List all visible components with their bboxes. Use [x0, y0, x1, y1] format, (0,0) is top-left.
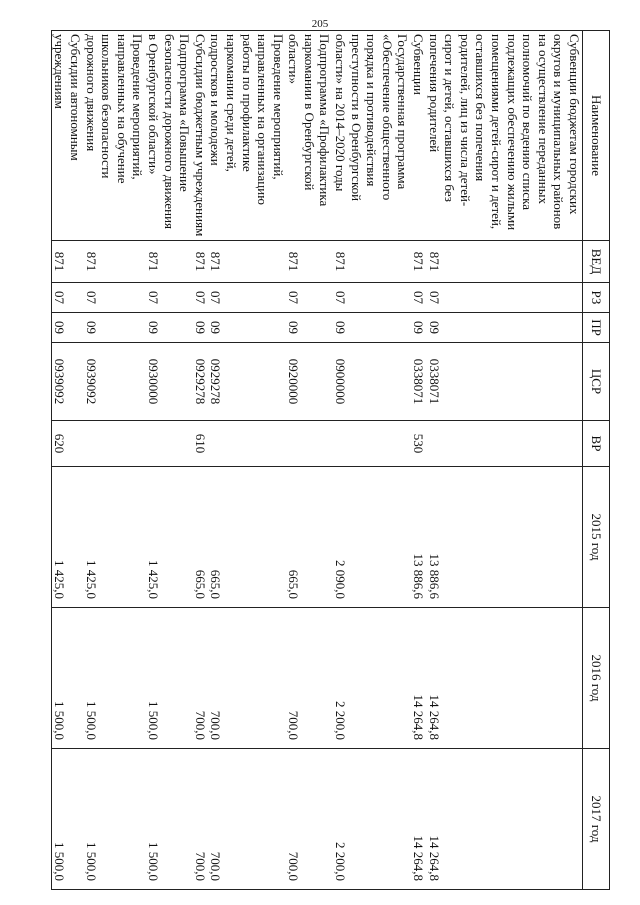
- cell-vr: 610: [192, 421, 208, 467]
- cell-pr: 09: [83, 313, 145, 343]
- cell-2016: 700,0: [192, 608, 208, 749]
- cell-name: Субвенции бюджетам городских округов и муниципальных районов на осуществление переданных полномочий по ведению списка подлежащих обеспечению жилыми помещениями детей-сирот и детей, оставшихся без попечения родителей, лиц из числа детей-сирот и детей, оставшихся без попечения родителей: [426, 31, 582, 241]
- cell-2017: 14 264,8: [410, 749, 426, 890]
- table-row: [208, 31, 286, 890]
- cell-2015: 1 425,0: [51, 467, 83, 608]
- cell-ved: 871: [192, 241, 208, 283]
- cell-vr: [208, 421, 286, 467]
- rotated-table-container: [50, 30, 610, 890]
- cell-rz: 07: [145, 283, 192, 313]
- cell-2015: 2 090,0: [333, 467, 411, 608]
- cell-2017: 14 264,8: [426, 749, 582, 890]
- cell-vr: 530: [410, 421, 426, 467]
- cell-2015: 665,0: [208, 467, 286, 608]
- cell-pr: 09: [286, 313, 333, 343]
- cell-name: Субсидии бюджетным учреждениям: [192, 31, 208, 241]
- cell-2017: 1 500,0: [83, 749, 145, 890]
- header-pr: ПР: [583, 313, 610, 343]
- cell-2015: 665,0: [286, 467, 333, 608]
- cell-rz: 07: [410, 283, 426, 313]
- cell-pr: 09: [51, 313, 83, 343]
- cell-csr: 0338071: [426, 343, 582, 421]
- cell-2015: 1 425,0: [83, 467, 145, 608]
- cell-2016: 1 500,0: [51, 608, 83, 749]
- cell-ved: 871: [286, 241, 333, 283]
- cell-csr: 0338071: [410, 343, 426, 421]
- cell-rz: 07: [83, 283, 145, 313]
- cell-pr: 09: [426, 313, 582, 343]
- cell-2017: 700,0: [208, 749, 286, 890]
- cell-name: Проведение мероприятий, направленных на организацию работы по профилактике наркомании среди детей, подростков и молодежи: [208, 31, 286, 241]
- cell-name: Проведение мероприятий, направленных на обучение школьников безопасности дорожного движения: [83, 31, 145, 241]
- cell-ved: 871: [410, 241, 426, 283]
- cell-ved: 871: [145, 241, 192, 283]
- cell-2017: 700,0: [286, 749, 333, 890]
- cell-2016: 14 264,8: [410, 608, 426, 749]
- cell-rz: 07: [192, 283, 208, 313]
- cell-2016: 700,0: [286, 608, 333, 749]
- cell-name: Подпрограмма «Профилактика наркомании в Оренбургской области»: [286, 31, 333, 241]
- cell-vr: 620: [51, 421, 83, 467]
- table-row: [145, 31, 192, 890]
- cell-vr: [145, 421, 192, 467]
- cell-ved: 871: [51, 241, 83, 283]
- cell-2017: 2 200,0: [333, 749, 411, 890]
- cell-name: Государственная программа «Обеспечение общественного порядка и противодействия преступности в Оренбургской области» на 2014–2020 годы: [333, 31, 411, 241]
- cell-vr: [83, 421, 145, 467]
- table-row: [192, 31, 208, 890]
- header-name: Наименование: [583, 31, 610, 241]
- cell-vr: [333, 421, 411, 467]
- header-csr: ЦСР: [583, 343, 610, 421]
- header-2016: 2016 год: [583, 608, 610, 749]
- table-row: [83, 31, 145, 890]
- header-vr: ВР: [583, 421, 610, 467]
- cell-pr: 09: [192, 313, 208, 343]
- cell-2015: 13 886,6: [426, 467, 582, 608]
- cell-rz: 07: [333, 283, 411, 313]
- header-2015: 2015 год: [583, 467, 610, 608]
- table-row: [51, 31, 83, 890]
- cell-vr: [286, 421, 333, 467]
- cell-rz: 07: [286, 283, 333, 313]
- cell-ved: 871: [208, 241, 286, 283]
- table-row: [286, 31, 333, 890]
- table-header-row: [583, 31, 610, 890]
- cell-ved: 871: [333, 241, 411, 283]
- cell-2015: 13 886,6: [410, 467, 426, 608]
- table-row: [333, 31, 411, 890]
- cell-rz: 07: [51, 283, 83, 313]
- cell-csr: 0929278: [208, 343, 286, 421]
- cell-pr: 09: [145, 313, 192, 343]
- cell-csr: 0929278: [192, 343, 208, 421]
- cell-pr: 09: [208, 313, 286, 343]
- cell-2017: 1 500,0: [51, 749, 83, 890]
- cell-2015: 1 425,0: [145, 467, 192, 608]
- cell-csr: 0939092: [51, 343, 83, 421]
- cell-2016: 14 264,8: [426, 608, 582, 749]
- cell-rz: 07: [208, 283, 286, 313]
- cell-csr: 0920000: [286, 343, 333, 421]
- cell-2016: 1 500,0: [83, 608, 145, 749]
- header-2017: 2017 год: [583, 749, 610, 890]
- cell-name: Субсидии автономным учреждениям: [51, 31, 83, 241]
- cell-ved: 871: [426, 241, 582, 283]
- page-number: 205: [311, 18, 329, 30]
- cell-pr: 09: [410, 313, 426, 343]
- cell-ved: 871: [83, 241, 145, 283]
- budget-table: [51, 30, 610, 890]
- cell-name: Подпрограмма «Повышение безопасности дорожного движения в Оренбургской области»: [145, 31, 192, 241]
- table-row: [410, 31, 426, 890]
- cell-name: Субвенции: [410, 31, 426, 241]
- cell-2016: 700,0: [208, 608, 286, 749]
- cell-rz: 07: [426, 283, 582, 313]
- header-rz: РЗ: [583, 283, 610, 313]
- table-body: [51, 31, 582, 890]
- cell-csr: 0939092: [83, 343, 145, 421]
- cell-csr: 0900000: [333, 343, 411, 421]
- cell-2015: 665,0: [192, 467, 208, 608]
- cell-2016: 1 500,0: [145, 608, 192, 749]
- cell-2016: 2 200,0: [333, 608, 411, 749]
- table-row: [426, 31, 582, 890]
- cell-2017: 1 500,0: [145, 749, 192, 890]
- cell-vr: [426, 421, 582, 467]
- cell-csr: 0930000: [145, 343, 192, 421]
- header-ved: ВЕД: [583, 241, 610, 283]
- cell-2017: 700,0: [192, 749, 208, 890]
- cell-pr: 09: [333, 313, 411, 343]
